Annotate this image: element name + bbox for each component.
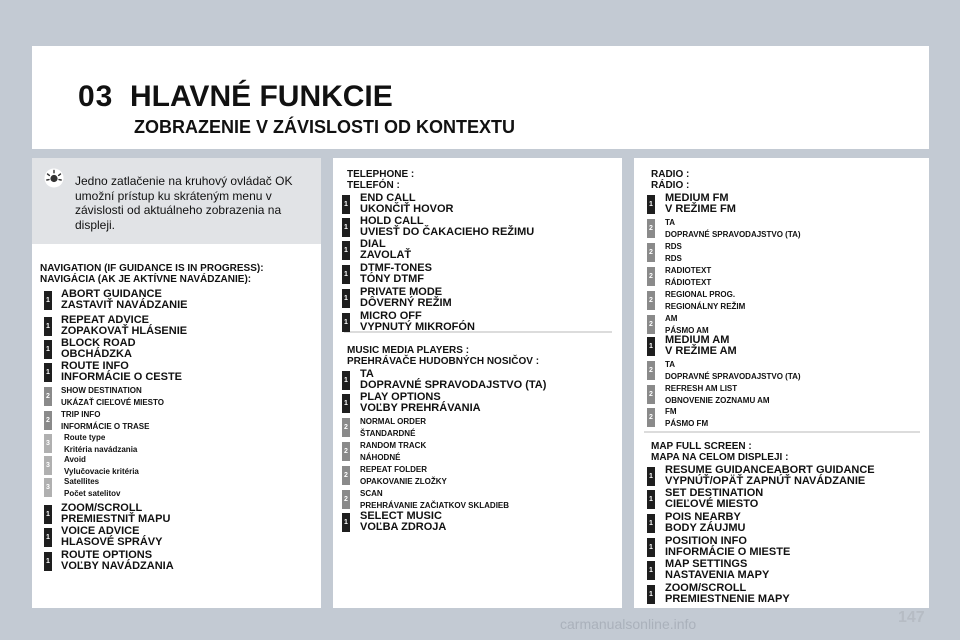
menu-item-translation: VYPNUTÝ MIKROFÓN <box>360 321 475 333</box>
menu-item-label[interactable]: MAP SETTINGS <box>665 558 748 570</box>
radio-heading-sk: RÁDIO : <box>651 180 690 191</box>
menu-item-translation: INFORMÁCIE O CESTE <box>61 371 183 383</box>
telephone-heading-en: TELEPHONE : <box>347 169 415 180</box>
menu-item-translation: ŠTANDARDNÉ <box>360 429 416 438</box>
level-badge: 3 <box>44 434 52 453</box>
menu-item-label[interactable]: END CALL <box>360 192 416 204</box>
level-badge: 2 <box>342 490 350 509</box>
navigation-heading-en: NAVIGATION (IF GUIDANCE IS IN PROGRESS): <box>40 263 264 274</box>
menu-item-label[interactable]: ZOOM/SCROLL <box>665 582 747 594</box>
level-badge: 1 <box>342 218 350 237</box>
level-badge: 1 <box>647 585 655 604</box>
menu-item-label[interactable]: DIAL <box>360 238 386 250</box>
menu-item-translation: PREMIESTNIŤ MAPU <box>61 513 171 525</box>
page-number: 147 <box>898 609 925 626</box>
map-heading-en: MAP FULL SCREEN : <box>651 441 752 452</box>
level-badge: 2 <box>342 442 350 461</box>
radio-heading-en: RADIO : <box>651 169 690 180</box>
menu-item-translation: INFORMÁCIE O MIESTE <box>665 546 791 558</box>
menu-item-translation: UKONČIŤ HOVOR <box>360 203 454 215</box>
menu-item-translation: HLASOVÉ SPRÁVY <box>61 536 163 548</box>
menu-item-label[interactable]: AM <box>665 314 678 323</box>
level-badge: 2 <box>647 315 655 334</box>
menu-item-label[interactable]: TA <box>360 368 374 380</box>
menu-item-label[interactable]: NORMAL ORDER <box>360 417 427 426</box>
menu-item-translation: VYPNÚŤ/OPÄŤ ZAPNÚŤ NAVÁDZANIE <box>665 475 866 487</box>
level-badge: 2 <box>647 291 655 310</box>
menu-item-label[interactable]: REPEAT FOLDER <box>360 465 427 474</box>
level-badge: 1 <box>647 337 655 356</box>
menu-item-label[interactable]: SELECT MUSIC <box>360 510 442 522</box>
menu-item-translation: NÁHODNÉ <box>360 453 401 462</box>
menu-item-label[interactable]: MICRO OFF <box>360 310 422 322</box>
menu-item-label[interactable]: PLAY OPTIONS <box>360 391 441 403</box>
level-badge: 3 <box>44 456 52 475</box>
level-badge: 2 <box>44 411 52 430</box>
page-subtitle: ZOBRAZENIE V ZÁVISLOSTI OD KONTEXTU <box>134 117 516 137</box>
menu-item-translation: VOĽBY PREHRÁVANIA <box>360 402 481 414</box>
menu-item-translation: DÔVERNÝ REŽIM <box>360 297 452 309</box>
menu-item-label[interactable]: ZOOM/SCROLL <box>61 502 143 514</box>
menu-item-translation: OBCHÁDZKA <box>61 348 132 360</box>
menu-item-translation: DOPRAVNÉ SPRAVODAJSTVO (TA) <box>665 230 801 239</box>
level-badge: 1 <box>342 241 350 260</box>
menu-item-translation: VOĽBA ZDROJA <box>360 521 447 533</box>
menu-item-translation: ZOPAKOVAŤ HLÁSENIE <box>61 325 188 337</box>
menu-item-translation: V REŽIME FM <box>665 203 736 215</box>
level-badge: 3 <box>44 478 52 497</box>
menu-item-label[interactable]: DTMF-TONES <box>360 262 432 274</box>
level-badge: 1 <box>44 505 52 524</box>
menu-item-label[interactable]: ROUTE INFO <box>61 360 129 372</box>
level-badge: 1 <box>647 538 655 557</box>
level-badge: 1 <box>44 317 52 336</box>
watermark: carmanualsonline.info <box>560 616 697 632</box>
map-heading-sk: MAPA NA CELOM DISPLEJI : <box>651 452 789 463</box>
level-badge: 2 <box>342 466 350 485</box>
menu-item-label[interactable]: RADIOTEXT <box>665 266 712 275</box>
level-badge: 1 <box>44 363 52 382</box>
level-badge: 2 <box>647 243 655 262</box>
menu-item-translation: UVIESŤ DO ČAKACIEHO REŽIMU <box>360 226 535 238</box>
menu-item-translation: Počet satelitov <box>64 489 121 498</box>
level-badge: 2 <box>342 418 350 437</box>
menu-item-label[interactable]: REFRESH AM LIST <box>665 384 738 393</box>
level-badge: 2 <box>647 267 655 286</box>
menu-item-translation: NASTAVENIA MAPY <box>665 569 770 581</box>
menu-item-translation: DOPRAVNÉ SPRAVODAJSTVO (TA) <box>665 372 801 381</box>
menu-item-translation: TÓNY DTMF <box>360 273 424 285</box>
level-badge: 1 <box>44 528 52 547</box>
menu-item-translation: PÁSMO FM <box>665 419 709 428</box>
menu-item-translation: DOPRAVNÉ SPRAVODAJSTVO (TA) <box>360 379 547 391</box>
level-badge: 2 <box>647 385 655 404</box>
menu-item-translation: REGIONÁLNY REŽIM <box>665 302 746 311</box>
level-badge: 2 <box>647 219 655 238</box>
menu-item-label[interactable]: FM <box>665 407 677 416</box>
menu-item-translation: ZASTAVIŤ NAVÁDZANIE <box>61 299 188 311</box>
menu-item-translation: Kritéria navádzania <box>64 445 138 454</box>
level-badge: 1 <box>342 265 350 284</box>
level-badge: 1 <box>647 514 655 533</box>
level-badge: 1 <box>342 195 350 214</box>
menu-item-label[interactable]: VOICE ADVICE <box>61 525 140 537</box>
menu-item-label[interactable]: ABORT GUIDANCE <box>61 288 162 300</box>
menu-item-label[interactable]: Avoid <box>64 455 86 464</box>
menu-item-label[interactable]: RDS <box>665 242 682 251</box>
menu-item-translation: INFORMÁCIE O TRASE <box>61 422 150 431</box>
menu-item-translation: UKÁZAŤ CIEĽOVÉ MIESTO <box>61 398 164 407</box>
level-badge: 1 <box>342 371 350 390</box>
level-badge: 1 <box>647 195 655 214</box>
menu-item-translation: BODY ZÁUJMU <box>665 522 746 534</box>
navigation-heading-sk: NAVIGÁCIA (AK JE AKTÍVNE NAVÁDZANIE): <box>40 274 252 285</box>
menu-item-label[interactable]: TA <box>665 218 676 227</box>
menu-item-label[interactable]: TA <box>665 360 676 369</box>
level-badge: 2 <box>44 387 52 406</box>
level-badge: 1 <box>342 289 350 308</box>
level-badge: 1 <box>647 561 655 580</box>
menu-item-label[interactable]: MEDIUM AM <box>665 334 730 346</box>
note-text: Jedno zatlačenie na kruhový ovládač OK umožní prístup ku skráteným menu v závislosti od aktuálneho zobrazenia na displeji. <box>75 174 293 232</box>
menu-item-translation: PÁSMO AM <box>665 326 709 335</box>
menu-item-label[interactable]: HOLD CALL <box>360 215 424 227</box>
level-badge: 1 <box>44 291 52 310</box>
menu-item-label[interactable]: MEDIUM FM <box>665 192 729 204</box>
menu-item-label[interactable]: TRIP INFO <box>61 410 101 419</box>
music-heading-en: MUSIC MEDIA PLAYERS : <box>347 345 470 356</box>
page-title: HLAVNÉ FUNKCIE <box>130 80 393 113</box>
chapter-number: 03 <box>78 80 114 113</box>
level-badge: 1 <box>342 513 350 532</box>
level-badge: 1 <box>342 394 350 413</box>
menu-item-label[interactable]: Satellites <box>64 477 100 486</box>
menu-item-translation: VOĽBY NAVÁDZANIA <box>61 560 174 572</box>
menu-item-label[interactable]: BLOCK ROAD <box>61 337 136 349</box>
level-badge: 1 <box>647 490 655 509</box>
menu-item-translation: OPAKOVANIE ZLOŽKY <box>360 477 447 486</box>
level-badge: 1 <box>647 467 655 486</box>
menu-item-label[interactable]: POSITION INFO <box>665 535 747 547</box>
menu-item-translation: RDS <box>665 254 682 263</box>
menu-item-translation: Vylučovacie kritéria <box>64 467 139 476</box>
level-badge: 2 <box>647 361 655 380</box>
level-badge: 1 <box>44 340 52 359</box>
menu-item-label[interactable]: POIS NEARBY <box>665 511 741 523</box>
menu-item-label[interactable]: SHOW DESTINATION <box>61 386 142 395</box>
telephone-heading-sk: TELEFÓN : <box>347 180 400 191</box>
menu-item-translation: RÁDIOTEXT <box>665 278 712 287</box>
menu-item-label[interactable]: REGIONAL PROG. <box>665 290 736 299</box>
menu-item-label[interactable]: REPEAT ADVICE <box>61 314 150 326</box>
menu-item-label[interactable]: SCAN <box>360 489 383 498</box>
level-badge: 1 <box>342 313 350 332</box>
menu-item-label[interactable]: PRIVATE MODE <box>360 286 443 298</box>
music-heading-sk: PREHRÁVAČE HUDOBNÝCH NOSIČOV : <box>347 356 540 367</box>
menu-item-label[interactable]: ROUTE OPTIONS <box>61 549 153 561</box>
menu-item-label[interactable]: SET DESTINATION <box>665 487 764 499</box>
menu-item-translation: CIEĽOVÉ MIESTO <box>665 498 759 510</box>
level-badge: 2 <box>647 408 655 427</box>
level-badge: 1 <box>44 552 52 571</box>
menu-item-translation: PREHRÁVANIE ZAČIATKOV SKLADIEB <box>360 501 510 510</box>
menu-item-label[interactable]: RANDOM TRACK <box>360 441 427 450</box>
menu-item-translation: ZAVOLAŤ <box>360 249 412 261</box>
menu-item-translation: PREMIESTNENIE MAPY <box>665 593 790 605</box>
menu-item-translation: OBNOVENIE ZOZNAMU AM <box>665 396 770 405</box>
menu-item-translation: V REŽIME AM <box>665 345 737 357</box>
menu-item-label[interactable]: RESUME GUIDANCEABORT GUIDANCE <box>665 464 875 476</box>
menu-item-label[interactable]: Route type <box>64 433 106 442</box>
